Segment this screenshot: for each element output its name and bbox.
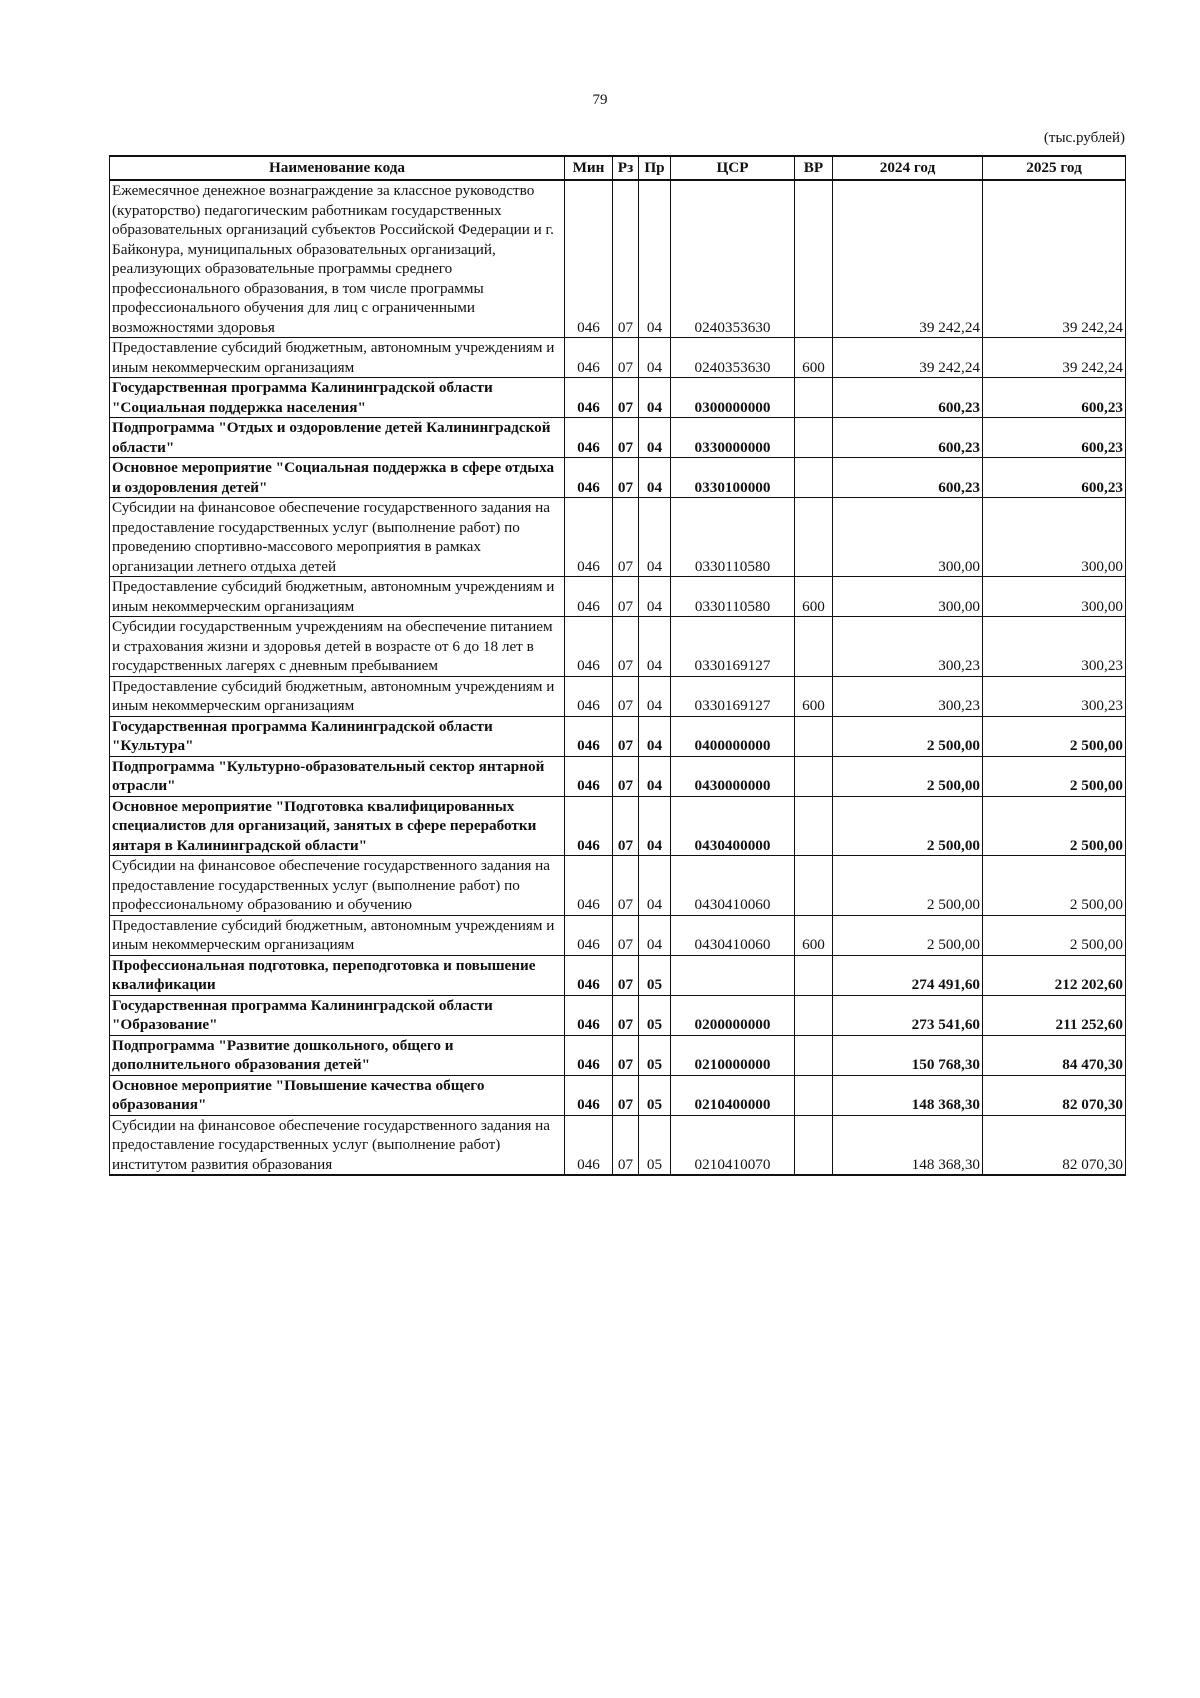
row-2025: 84 470,30 — [983, 1035, 1126, 1075]
header-2025: 2025 год — [983, 156, 1126, 180]
row-name: Субсидии на финансовое обеспечение государственного задания на предоставление государственных услуг (выполнение работ) институтом развития образования — [110, 1115, 565, 1175]
row-csr: 0300000000 — [671, 378, 795, 418]
row-2024: 2 500,00 — [833, 856, 983, 916]
row-csr: 0430000000 — [671, 756, 795, 796]
row-vr — [795, 756, 833, 796]
row-2025: 300,00 — [983, 577, 1126, 617]
row-2024: 600,23 — [833, 418, 983, 458]
row-2024: 273 541,60 — [833, 995, 983, 1035]
row-rz: 07 — [613, 676, 639, 716]
row-name: Государственная программа Калининградской области "Социальная поддержка населения" — [110, 378, 565, 418]
row-pr: 04 — [639, 418, 671, 458]
row-vr: 600 — [795, 676, 833, 716]
table-row — [110, 856, 1126, 916]
row-2025: 300,00 — [983, 498, 1126, 577]
row-vr — [795, 498, 833, 577]
row-name: Государственная программа Калининградской области "Образование" — [110, 995, 565, 1035]
table-row — [110, 676, 1126, 716]
row-2025: 600,23 — [983, 378, 1126, 418]
row-vr: 600 — [795, 577, 833, 617]
table-row — [110, 617, 1126, 677]
row-pr: 04 — [639, 180, 671, 338]
header-min: Мин — [565, 156, 613, 180]
row-min: 046 — [565, 498, 613, 577]
row-2025: 39 242,24 — [983, 338, 1126, 378]
row-csr: 0330100000 — [671, 458, 795, 498]
row-min: 046 — [565, 955, 613, 995]
row-vr: 600 — [795, 915, 833, 955]
row-vr — [795, 1035, 833, 1075]
row-vr — [795, 458, 833, 498]
row-2025: 2 500,00 — [983, 796, 1126, 856]
row-name: Профессиональная подготовка, переподготовка и повышение квалификации — [110, 955, 565, 995]
table-row — [110, 498, 1126, 577]
row-csr: 0210000000 — [671, 1035, 795, 1075]
row-name: Основное мероприятие "Социальная поддержка в сфере отдыха и оздоровления детей" — [110, 458, 565, 498]
row-vr — [795, 1115, 833, 1175]
row-2024: 150 768,30 — [833, 1035, 983, 1075]
row-rz: 07 — [613, 418, 639, 458]
row-2024: 39 242,24 — [833, 338, 983, 378]
row-min: 046 — [565, 995, 613, 1035]
row-pr: 05 — [639, 1115, 671, 1175]
table-row — [110, 716, 1126, 756]
row-name: Подпрограмма "Отдых и оздоровление детей Калининградской области" — [110, 418, 565, 458]
row-csr: 0330110580 — [671, 498, 795, 577]
row-min: 046 — [565, 378, 613, 418]
row-csr: 0240353630 — [671, 338, 795, 378]
row-rz: 07 — [613, 458, 639, 498]
table-row — [110, 180, 1126, 338]
row-vr — [795, 418, 833, 458]
row-pr: 05 — [639, 1075, 671, 1115]
row-2024: 300,00 — [833, 577, 983, 617]
row-rz: 07 — [613, 716, 639, 756]
row-csr — [671, 955, 795, 995]
budget-table — [109, 155, 1126, 1176]
row-2024: 274 491,60 — [833, 955, 983, 995]
row-2024: 39 242,24 — [833, 180, 983, 338]
row-2025: 39 242,24 — [983, 180, 1126, 338]
row-2024: 148 368,30 — [833, 1115, 983, 1175]
header-pr: Пр — [639, 156, 671, 180]
header-csr: ЦСР — [671, 156, 795, 180]
row-rz: 07 — [613, 1115, 639, 1175]
row-csr: 0430410060 — [671, 856, 795, 916]
row-rz: 07 — [613, 338, 639, 378]
row-rz: 07 — [613, 915, 639, 955]
row-2024: 2 500,00 — [833, 716, 983, 756]
row-2024: 600,23 — [833, 378, 983, 418]
row-vr — [795, 180, 833, 338]
row-csr: 0200000000 — [671, 995, 795, 1035]
row-pr: 04 — [639, 716, 671, 756]
row-name: Предоставление субсидий бюджетным, автономным учреждениям и иным некоммерческим организациям — [110, 915, 565, 955]
row-vr: 600 — [795, 338, 833, 378]
row-csr: 0330169127 — [671, 676, 795, 716]
row-2025: 2 500,00 — [983, 856, 1126, 916]
row-rz: 07 — [613, 1075, 639, 1115]
row-vr — [795, 617, 833, 677]
row-csr: 0240353630 — [671, 180, 795, 338]
row-pr: 04 — [639, 378, 671, 418]
row-pr: 04 — [639, 856, 671, 916]
table-row — [110, 915, 1126, 955]
row-2025: 212 202,60 — [983, 955, 1126, 995]
row-2025: 300,23 — [983, 676, 1126, 716]
row-name: Предоставление субсидий бюджетным, автономным учреждениям и иным некоммерческим организациям — [110, 338, 565, 378]
row-vr — [795, 378, 833, 418]
row-2025: 2 500,00 — [983, 756, 1126, 796]
row-min: 046 — [565, 418, 613, 458]
header-2024: 2024 год — [833, 156, 983, 180]
row-pr: 05 — [639, 995, 671, 1035]
row-min: 046 — [565, 856, 613, 916]
row-name: Субсидии на финансовое обеспечение государственного задания на предоставление государственных услуг (выполнение работ) по профессиональному образованию и обучению — [110, 856, 565, 916]
row-csr: 0330169127 — [671, 617, 795, 677]
row-2024: 2 500,00 — [833, 796, 983, 856]
row-pr: 04 — [639, 338, 671, 378]
row-min: 046 — [565, 716, 613, 756]
row-pr: 04 — [639, 915, 671, 955]
row-vr — [795, 856, 833, 916]
row-csr: 0210400000 — [671, 1075, 795, 1115]
units-label: (тыс.рублей) — [1043, 130, 1125, 146]
header-vr: ВР — [795, 156, 833, 180]
row-2024: 600,23 — [833, 458, 983, 498]
row-rz: 07 — [613, 577, 639, 617]
row-pr: 04 — [639, 498, 671, 577]
header-name: Наименование кода — [110, 156, 565, 180]
table-row — [110, 955, 1126, 995]
row-vr — [795, 1075, 833, 1115]
row-csr: 0400000000 — [671, 716, 795, 756]
row-rz: 07 — [613, 617, 639, 677]
row-2024: 2 500,00 — [833, 915, 983, 955]
table-row — [110, 577, 1126, 617]
row-csr: 0430400000 — [671, 796, 795, 856]
row-pr: 04 — [639, 577, 671, 617]
row-min: 046 — [565, 1115, 613, 1175]
table-row — [110, 995, 1126, 1035]
row-min: 046 — [565, 577, 613, 617]
row-min: 046 — [565, 1035, 613, 1075]
row-2025: 600,23 — [983, 458, 1126, 498]
row-pr: 04 — [639, 676, 671, 716]
row-2024: 148 368,30 — [833, 1075, 983, 1115]
row-rz: 07 — [613, 796, 639, 856]
row-name: Государственная программа Калининградской области "Культура" — [110, 716, 565, 756]
row-2024: 300,23 — [833, 676, 983, 716]
row-name: Предоставление субсидий бюджетным, автономным учреждениям и иным некоммерческим организациям — [110, 577, 565, 617]
row-vr — [795, 955, 833, 995]
row-2025: 300,23 — [983, 617, 1126, 677]
row-2025: 211 252,60 — [983, 995, 1126, 1035]
row-min: 046 — [565, 1075, 613, 1115]
row-2025: 2 500,00 — [983, 716, 1126, 756]
table-row — [110, 338, 1126, 378]
row-min: 046 — [565, 338, 613, 378]
table-row — [110, 458, 1126, 498]
row-2025: 82 070,30 — [983, 1075, 1126, 1115]
row-csr: 0330110580 — [671, 577, 795, 617]
row-rz: 07 — [613, 955, 639, 995]
row-2024: 2 500,00 — [833, 756, 983, 796]
row-name: Ежемесячное денежное вознаграждение за классное руководство (кураторство) педагогическим работникам государственных образовательных организаций субъектов Российской Федерации и г. Байконура, муниципальных образовательных организаций, реализующих образовательные программы среднего профессионального образования, в том числе программы профессионального обучения для лиц с ограниченными возможностями здоровья — [110, 180, 565, 338]
row-rz: 07 — [613, 1035, 639, 1075]
row-name: Подпрограмма "Культурно-образовательный сектор янтарной отрасли" — [110, 756, 565, 796]
row-min: 046 — [565, 617, 613, 677]
row-name: Подпрограмма "Развитие дошкольного, общего и дополнительного образования детей" — [110, 1035, 565, 1075]
row-2024: 300,23 — [833, 617, 983, 677]
row-rz: 07 — [613, 498, 639, 577]
row-2024: 300,00 — [833, 498, 983, 577]
row-pr: 04 — [639, 617, 671, 677]
row-vr — [795, 716, 833, 756]
row-csr: 0430410060 — [671, 915, 795, 955]
row-rz: 07 — [613, 180, 639, 338]
row-rz: 07 — [613, 756, 639, 796]
table-body — [110, 180, 1126, 1175]
row-min: 046 — [565, 676, 613, 716]
table-row — [110, 1075, 1126, 1115]
row-rz: 07 — [613, 378, 639, 418]
table-row — [110, 1035, 1126, 1075]
row-vr — [795, 995, 833, 1035]
row-vr — [795, 796, 833, 856]
row-2025: 2 500,00 — [983, 915, 1126, 955]
row-name: Субсидии на финансовое обеспечение государственного задания на предоставление государственных услуг (выполнение работ) по проведению спортивно-массового мероприятия в рамках организации летнего отдыха детей — [110, 498, 565, 577]
table-row — [110, 378, 1126, 418]
row-name: Основное мероприятие "Повышение качества общего образования" — [110, 1075, 565, 1115]
table-header-row — [110, 156, 1126, 180]
table-row — [110, 418, 1126, 458]
row-name: Субсидии государственным учреждениям на обеспечение питанием и страхования жизни и здоровья детей в возрасте от 6 до 18 лет в государственных лагерях с дневным пребыванием — [110, 617, 565, 677]
table-row — [110, 796, 1126, 856]
row-min: 046 — [565, 756, 613, 796]
row-min: 046 — [565, 796, 613, 856]
row-rz: 07 — [613, 995, 639, 1035]
row-name: Предоставление субсидий бюджетным, автономным учреждениям и иным некоммерческим организациям — [110, 676, 565, 716]
table-row — [110, 1115, 1126, 1175]
table-row — [110, 756, 1126, 796]
row-rz: 07 — [613, 856, 639, 916]
row-min: 046 — [565, 915, 613, 955]
header-rz: Рз — [613, 156, 639, 180]
row-csr: 0330000000 — [671, 418, 795, 458]
page-number: 79 — [592, 92, 608, 108]
row-pr: 05 — [639, 1035, 671, 1075]
row-2025: 82 070,30 — [983, 1115, 1126, 1175]
row-pr: 04 — [639, 796, 671, 856]
row-name: Основное мероприятие "Подготовка квалифицированных специалистов для организаций, занятых в сфере переработки янтаря в Калининградской области" — [110, 796, 565, 856]
row-min: 046 — [565, 458, 613, 498]
row-2025: 600,23 — [983, 418, 1126, 458]
row-pr: 05 — [639, 955, 671, 995]
row-pr: 04 — [639, 458, 671, 498]
row-min: 046 — [565, 180, 613, 338]
row-pr: 04 — [639, 756, 671, 796]
row-csr: 0210410070 — [671, 1115, 795, 1175]
